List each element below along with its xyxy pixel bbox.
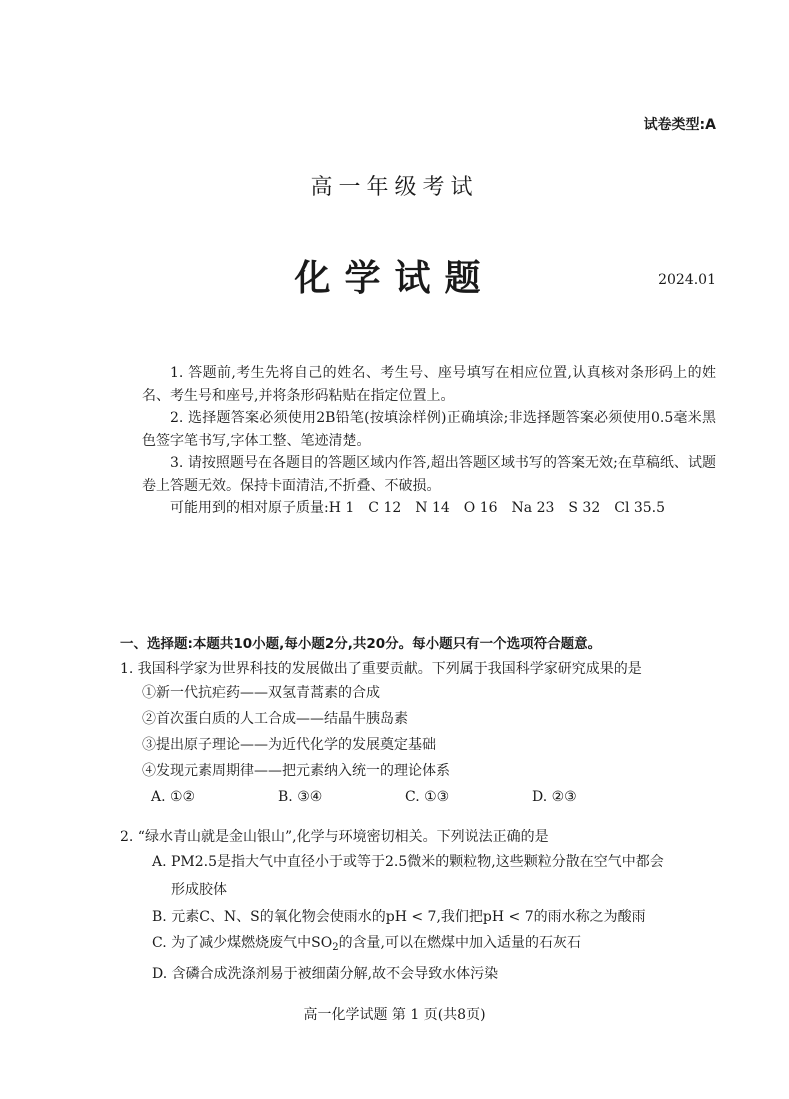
option-a: A. ①② (151, 789, 196, 805)
option-a-continuation: 形成胶体 (171, 882, 227, 898)
option-c: C. 为了减少煤燃烧废气中$SO_2$的含量,可以在燃煤中加入适量的石灰石 (152, 935, 582, 953)
exam-title: 高一年级考试 (310, 175, 479, 200)
statement-item: ③提出原子理论——为近代化学的发展奠定基础 (142, 737, 436, 753)
option-b: B. ③④ (278, 789, 323, 805)
answer-options (120, 784, 716, 810)
instruction-item: 1. 答题前,考生先将自己的姓名、考生号、座号填写在相应位置,认真核对条形码上的姓名、考生号和座号,并将条形码粘贴在指定位置上。 (142, 365, 716, 404)
question-2 (120, 826, 716, 987)
question-stem: 2. “绿水青山就是金山银山”,化学与环境密切相关。下列说法正确的是 (120, 829, 549, 845)
option-a: A. PM2.5是指大气中直径小于或等于2.5微米的颗粒物,这些颗粒分散在空气中都会 (152, 854, 664, 870)
page-footer: 高一化学试题 第 1 页(共8页) (303, 1007, 486, 1023)
paper-type-label: 试卷类型:A (643, 117, 716, 133)
instructions-block (142, 362, 716, 520)
atomic-masses: 可能用到的相对原子质量:H 1 C 12 N 14 O 16 Na 23 S 32 Cl 35.5 (170, 500, 666, 516)
statement-item: ④发现元素周期律——把元素纳入统一的理论体系 (142, 763, 450, 779)
option-d: D. ②③ (532, 789, 577, 805)
question-stem: 1. 我国科学家为世界科技的发展做出了重要贡献。下列属于我国科学家研究成果的是 (120, 661, 642, 677)
instruction-item: 3. 请按照题号在各题目的答题区域内作答,超出答题区域书写的答案无效;在草稿纸、试题卷上答题无效。保持卡面清洁,不折叠、不破损。 (142, 455, 716, 494)
instruction-item: 2. 选择题答案必须使用2B铅笔(按填涂样例)正确填涂;非选择题答案必须使用0.5毫米黑色签字笔书写,字体工整、笔迹清楚。 (142, 410, 716, 449)
question-1 (120, 658, 716, 810)
option-b: B. 元素C、N、S的氧化物会使雨水的pH < 7,我们把pH < 7的雨水称之为酸雨 (152, 909, 646, 925)
exam-date: 2024.01 (658, 272, 716, 288)
option-c: C. ①③ (405, 789, 450, 805)
statement-item: ②首次蛋白质的人工合成——结晶牛胰岛素 (142, 711, 408, 727)
subject-title: 化学试题 (294, 257, 495, 299)
option-d: D. 含磷合成洗涤剂易于被细菌分解,故不会导致水体污染 (152, 966, 499, 982)
statement-item: ①新一代抗疟药——双氢青蒿素的合成 (142, 685, 380, 701)
section-header: 一、选择题:本题共10小题,每小题2分,共20分。每小题只有一个选项符合题意。 (120, 636, 602, 652)
